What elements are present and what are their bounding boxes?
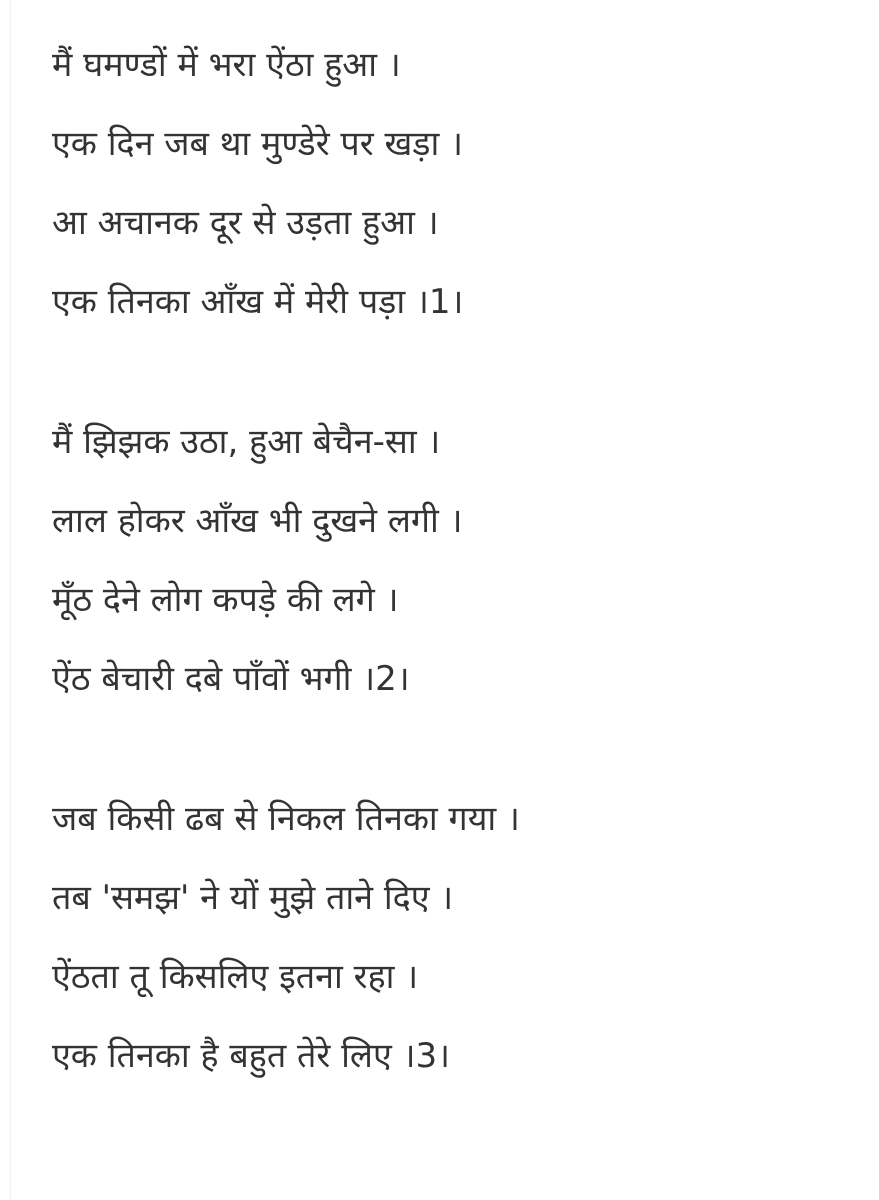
poem-line: जब किसी ढब से निकल तिनका गया । bbox=[52, 799, 520, 839]
poem-line: एक दिन जब था मुण्डेरे पर खड़ा । bbox=[52, 124, 463, 164]
poem-line: लाल होकर आँख भी दुखने लगी । bbox=[52, 501, 463, 541]
poem-line: मैं घमण्डों में भरा ऐंठा हुआ । bbox=[52, 45, 401, 85]
left-edge-divider bbox=[10, 0, 11, 1200]
poem-line: आ अचानक दूर से उड़ता हुआ । bbox=[52, 203, 439, 243]
poem-line: ऐंठ बेचारी दबे पाँवों भगी ।2। bbox=[52, 659, 410, 699]
poem-line: मैं झिझक उठा, हुआ बेचैन-सा । bbox=[52, 422, 441, 462]
poem-line: तब 'समझ' ने यों मुझे ताने दिए । bbox=[52, 878, 454, 918]
poem-text bbox=[52, 26, 852, 1157]
stanza-3 bbox=[52, 780, 852, 1096]
stanza-1 bbox=[52, 26, 852, 342]
poem-line: एक तिनका आँख में मेरी पड़ा ।1। bbox=[52, 282, 464, 322]
poem-line: ऐंठता तू किसलिए इतना रहा । bbox=[52, 957, 419, 997]
poem-line: मूँठ देने लोग कपड़े की लगे । bbox=[52, 580, 399, 620]
stanza-2 bbox=[52, 403, 852, 719]
poem-line: एक तिनका है बहुत तेरे लिए ।3। bbox=[52, 1036, 450, 1076]
